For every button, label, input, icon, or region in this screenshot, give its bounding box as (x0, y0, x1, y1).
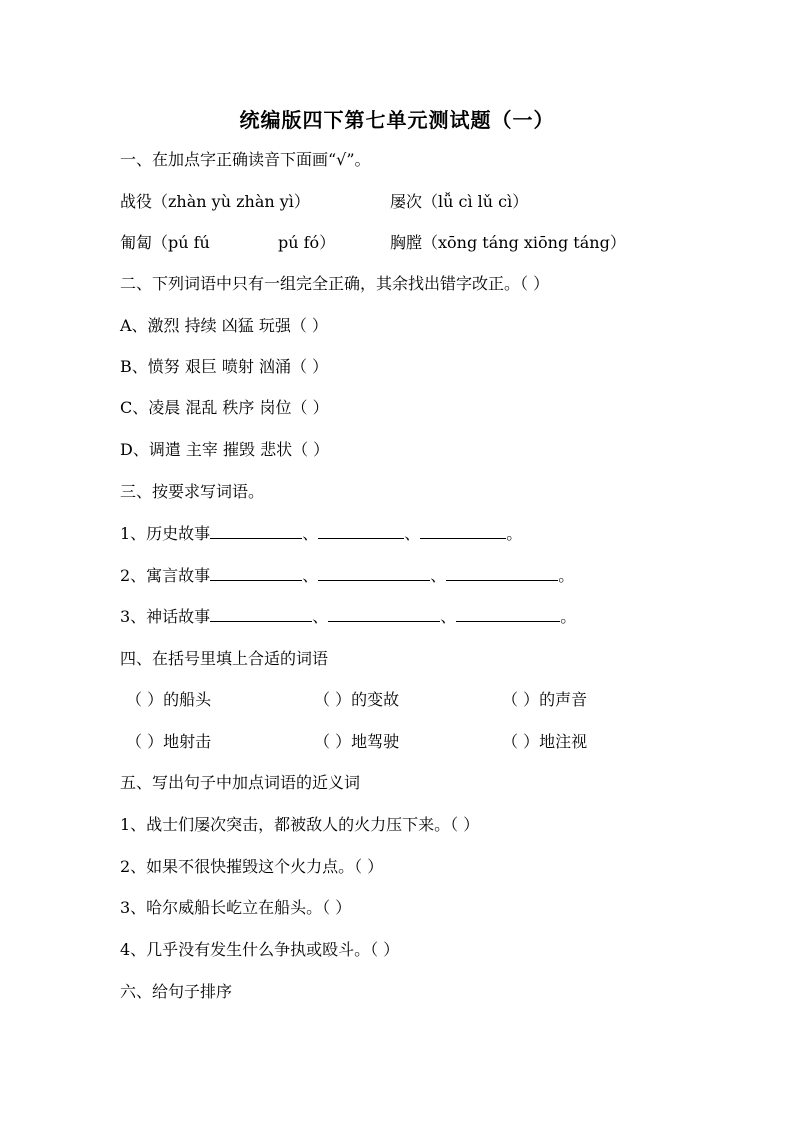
q4-heading: 四、在括号里填上合适的词语 (120, 649, 329, 668)
q4-item: （ ）的声音 (502, 690, 588, 709)
q1-item-xiongtang: 胸膛（xōng táng xiōng táng） (390, 233, 626, 252)
separator: 、 (430, 566, 447, 585)
q4-item: （ ）的船头 (126, 690, 212, 709)
blank[interactable] (210, 566, 302, 581)
q6-heading: 六、给句子排序 (120, 982, 233, 1001)
blank[interactable] (318, 566, 430, 581)
blank[interactable] (446, 566, 558, 581)
period: 。 (506, 524, 523, 543)
q2-option-b: B、愤努 艰巨 喷射 汹涌（ ） (120, 357, 329, 376)
q5-item-3: 3、哈尔威船长屹立在船头。（ ） (120, 898, 352, 917)
q3-heading: 三、按要求写词语。 (120, 482, 265, 501)
blank[interactable] (420, 524, 506, 539)
q1-item-zhanyi: 战役（zhàn yù zhàn yì） (120, 192, 310, 211)
q1-row-1 (120, 192, 528, 212)
q5-item-4: 4、几乎没有发生什么争执或殴斗。（ ） (120, 940, 400, 959)
q2-option-c: C、凌晨 混乱 秩序 岗位（ ） (120, 398, 329, 417)
q3-item-2 (120, 566, 574, 586)
blank[interactable] (210, 607, 312, 622)
q4-item: （ ）地注视 (502, 732, 588, 751)
q1-row-2 (120, 233, 626, 253)
period: 。 (560, 607, 577, 626)
q3-item-1 (120, 524, 522, 544)
blank[interactable] (456, 607, 560, 622)
q4-item: （ ）的变故 (314, 690, 400, 709)
q5-item-1: 1、战士们屡次突击，都被敌人的火力压下来。（ ） (120, 815, 480, 834)
q3-item-2-label: 2、寓言故事 (120, 566, 211, 585)
q2-option-d: D、调遣 主宰 摧毁 悲状（ ） (120, 440, 330, 459)
q5-item-2: 2、如果不很快摧毁这个火力点。（ ） (120, 857, 384, 876)
q4-row-2 (126, 732, 587, 752)
q2-heading: 二、下列词语中只有一组完全正确，其余找出错字改正。（ ） (120, 274, 550, 293)
blank[interactable] (318, 524, 404, 539)
page-title: 统编版四下第七单元测试题（一） (239, 108, 555, 132)
period: 。 (558, 566, 575, 585)
separator: 、 (302, 566, 319, 585)
separator: 、 (404, 524, 421, 543)
blank[interactable] (210, 524, 302, 539)
q1-heading: 一、在加点字正确读音下面画“√”。 (120, 150, 371, 169)
q1-item-pufu-b: pú fó） (278, 233, 336, 252)
q5-heading: 五、写出句子中加点词语的近义词 (120, 773, 361, 792)
q1-item-lvci: 屡次（lǚ cì lǔ cì） (390, 192, 529, 211)
q2-option-a: A、激烈 持续 凶猛 玩强（ ） (120, 316, 328, 335)
q3-item-3-label: 3、神话故事 (120, 607, 211, 626)
q4-item: （ ）地驾驶 (314, 732, 400, 751)
separator: 、 (440, 607, 457, 626)
q4-item: （ ）地射击 (126, 732, 212, 751)
separator: 、 (302, 524, 319, 543)
blank[interactable] (328, 607, 440, 622)
q3-item-3 (120, 607, 576, 627)
q1-item-pufu-a: 匍匐（pú fú (120, 233, 210, 252)
q4-row-1 (126, 690, 587, 710)
q3-item-1-label: 1、历史故事 (120, 524, 211, 543)
separator: 、 (312, 607, 329, 626)
